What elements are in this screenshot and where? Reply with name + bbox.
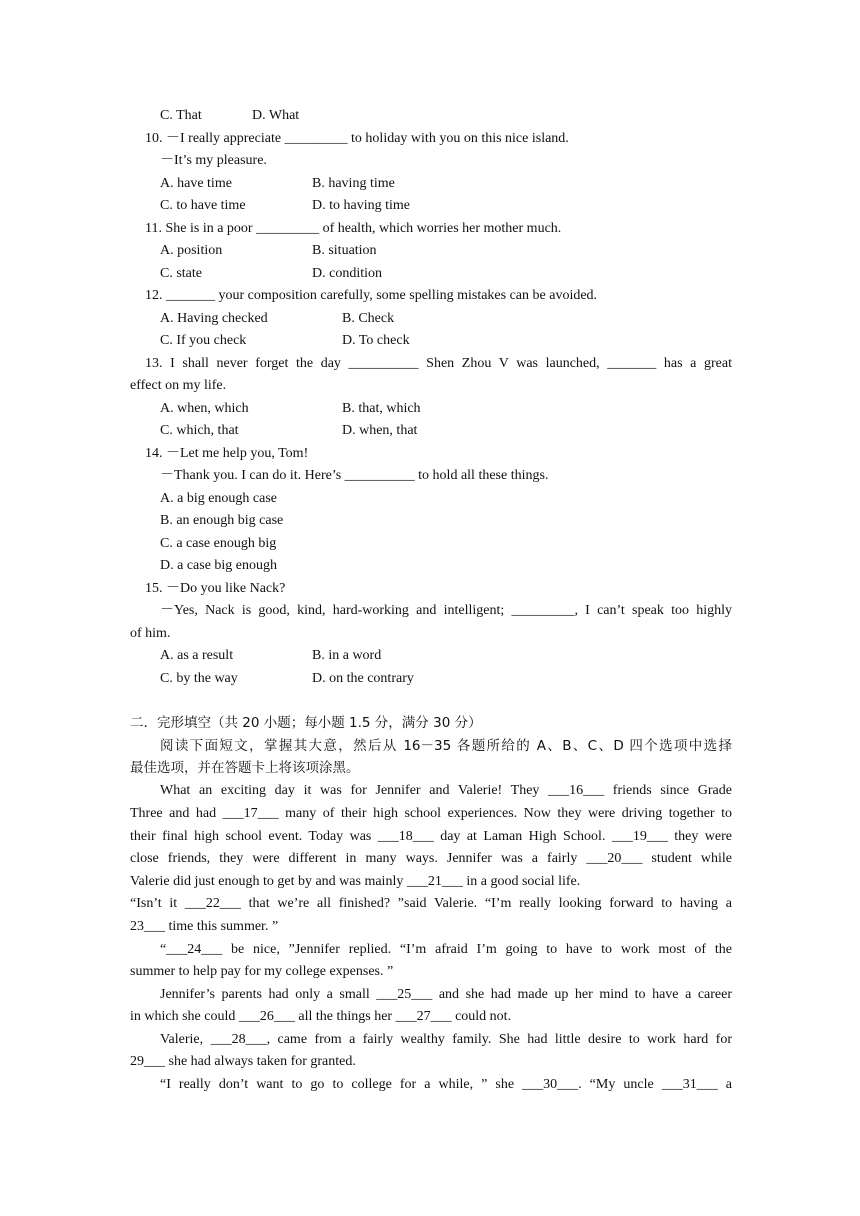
question-15-reply: －Yes, Nack is good, kind, hard-working and intelligent; _________, I can’t speak too highly	[160, 603, 732, 618]
question-11: 11. She is in a poor _________ of health, which worries her mother much.	[145, 221, 562, 236]
option-c: C. by the way	[160, 671, 238, 686]
option-line	[160, 420, 732, 442]
option-b: B. Check	[342, 311, 395, 326]
passage-line: close friends, they were different in many ways. Jennifer was a fairly ___20___ student while	[130, 851, 732, 866]
option-b: B. in a word	[312, 648, 382, 663]
passage-line: 23___ time this summer. ”	[130, 919, 279, 934]
question-15-wrap: of him.	[130, 626, 171, 641]
question-10-reply: －It’s my pleasure.	[160, 153, 267, 168]
option-line	[160, 263, 732, 285]
option-line	[160, 668, 732, 690]
question-13-wrap: effect on my life.	[130, 378, 227, 393]
passage-line: summer to help pay for my college expenses. ”	[130, 964, 394, 979]
passage-line: “___24___ be nice, ”Jennifer replied. “I’m afraid I’m going to have to work most of the	[160, 942, 732, 957]
option-line	[160, 240, 732, 262]
instructions-line-2: 最佳选项，并在答题卡上将该项涂黑。	[130, 760, 360, 776]
option-b: B. an enough big case	[160, 513, 284, 528]
passage-line: Jennifer’s parents had only a small ___25___ and she had made up her mind to have a career	[160, 987, 732, 1002]
passage-line: Three and had ___17___ many of their high school experiences. Now they were driving together to	[130, 806, 732, 821]
option-d: D. on the contrary	[312, 671, 414, 686]
option-a: A. have time	[160, 176, 232, 191]
option-a: A. a big enough case	[160, 491, 278, 506]
option-line	[160, 308, 732, 330]
option-c: C. to have time	[160, 198, 246, 213]
option-line	[160, 398, 732, 420]
passage-line: Valerie, ___28___, came from a fairly wealthy family. She had little desire to work hard for	[160, 1032, 732, 1047]
option-d: D. To check	[342, 333, 410, 348]
option-b: B. having time	[312, 176, 395, 191]
option-d: D. to having time	[312, 198, 410, 213]
option-b: B. situation	[312, 243, 377, 258]
section-heading: 二．完形填空（共 20 小题；每小题 1.5 分，满分 30 分）	[130, 715, 482, 731]
option-a: A. Having checked	[160, 311, 268, 326]
option-c: C. That	[160, 108, 202, 123]
question-14-reply: －Thank you. I can do it. Here’s __________ to hold all these things.	[160, 468, 549, 483]
option-d: D. What	[252, 108, 300, 123]
option-a: A. as a result	[160, 648, 234, 663]
option-c: C. which, that	[160, 423, 239, 438]
question-14: 14. －Let me help you, Tom!	[145, 446, 309, 461]
passage-line: “I really don’t want to go to college for a while, ” she ___30___. “My uncle ___31___ a	[160, 1077, 732, 1092]
question-10: 10. －I really appreciate _________ to holiday with you on this nice island.	[145, 131, 569, 146]
option-c: C. If you check	[160, 333, 247, 348]
option-a: A. when, which	[160, 401, 249, 416]
option-b: B. that, which	[342, 401, 421, 416]
option-line	[160, 173, 732, 195]
instructions-line-1: 阅读下面短文，掌握其大意，然后从 16－35 各题所给的 A、B、C、D 四个选项中选择	[160, 738, 732, 754]
option-d: D. condition	[312, 266, 382, 281]
question-12: 12. _______ your composition carefully, some spelling mistakes can be avoided.	[145, 288, 598, 303]
option-line	[160, 105, 732, 127]
passage-line: their final high school event. Today was ___18___ day at Laman High School. ___19___ they were	[130, 829, 732, 844]
question-13: 13. I shall never forget the day __________ Shen Zhou V was launched, _______ has a great	[145, 356, 732, 371]
option-d: D. when, that	[342, 423, 418, 438]
option-c: C. a case enough big	[160, 536, 277, 551]
option-line	[160, 195, 732, 217]
option-line	[160, 645, 732, 667]
option-d: D. a case big enough	[160, 558, 278, 573]
question-15: 15. －Do you like Nack?	[145, 581, 286, 596]
passage-line: What an exciting day it was for Jennifer and Valerie! They ___16___ friends since Grade	[160, 783, 732, 798]
option-line	[160, 330, 732, 352]
option-a: A. position	[160, 243, 223, 258]
option-c: C. state	[160, 266, 202, 281]
passage-line: “Isn’t it ___22___ that we’re all finished? ”said Valerie. “I’m really looking forward to having a	[130, 896, 732, 911]
passage-line: 29___ she had always taken for granted.	[130, 1054, 356, 1069]
passage-line: Valerie did just enough to get by and was mainly ___21___ in a good social life.	[130, 874, 581, 889]
passage-line: in which she could ___26___ all the things her ___27___ could not.	[130, 1009, 512, 1024]
